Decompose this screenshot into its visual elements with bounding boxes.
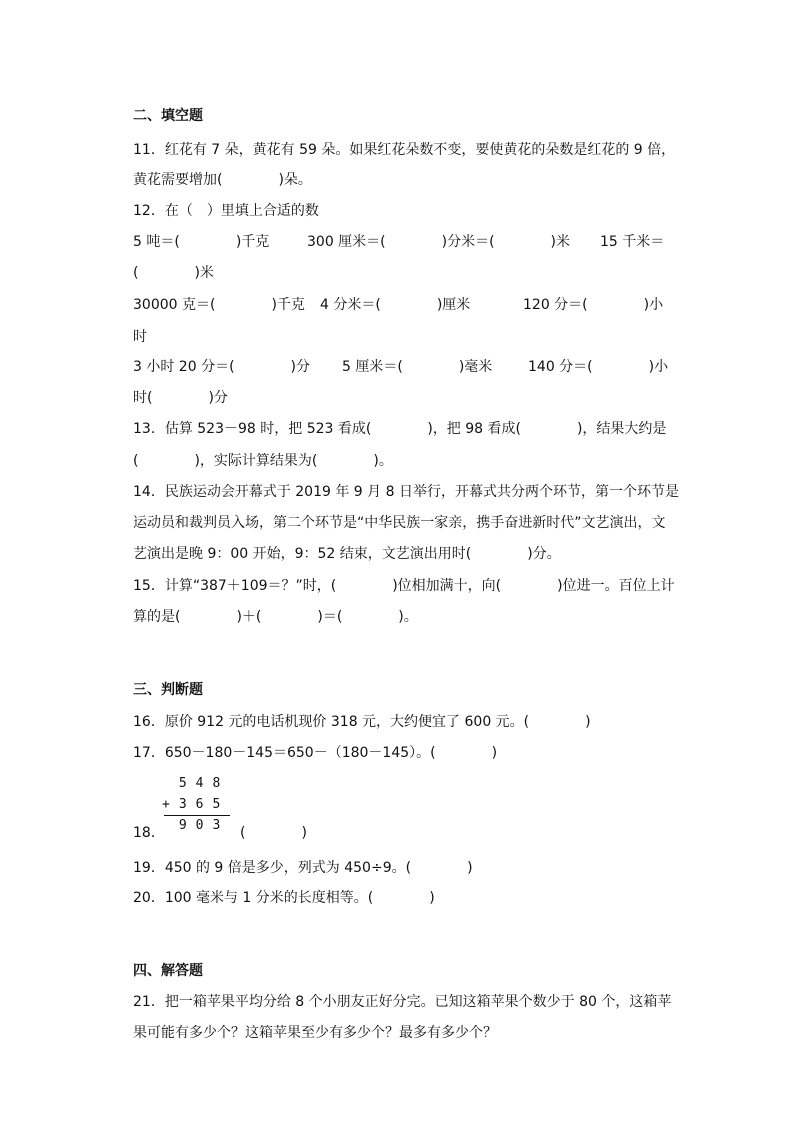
question-12-item-d: 30000 克＝( )千克 [133, 297, 305, 313]
question-12-item-i-cont: 时( )分 [133, 390, 228, 406]
section-heading-solve: 四、解答题 [133, 963, 203, 979]
question-11-line-2: 黄花需要增加( )朵。 [133, 172, 312, 188]
question-17: 17．650－180－145＝650－（180－145）。( ) [133, 745, 498, 761]
section-heading-judge: 三、判断题 [133, 682, 203, 698]
question-21-line-1: 21．把一箱苹果平均分给 8 个小朋友正好分完。已知这箱苹果个数少于 80 个，这箱苹 [133, 994, 672, 1010]
question-13-line-2: ( )，实际计算结果为( )。 [133, 453, 393, 469]
question-16: 16．原价 912 元的电话机现价 318 元，大约便宜了 600 元。( ) [133, 714, 591, 730]
question-11-line-1: 11．红花有 7 朵，黄花有 59 朵。如果红花朵数不变，要使黄花的朵数是红花的 9 倍， [133, 142, 676, 158]
question-13-line-1: 13．估算 523－98 时，把 523 看成( )，把 98 看成( )，结果大约是 [133, 421, 667, 437]
section-heading-fill: 二、填空题 [133, 108, 203, 124]
question-12-item-b: 300 厘米＝( )分米＝( )米 [307, 234, 571, 250]
addition-underline [164, 815, 230, 816]
question-12-item-i: 140 分＝( )小 [528, 359, 669, 375]
question-12-item-c-cont: ( )米 [133, 265, 214, 281]
question-14-line-2: 运动员和裁判员入场，第二个环节是“中华民族一家亲，携手奋进新时代”文艺演出，文 [133, 515, 666, 531]
question-12-item-f-cont: 时 [133, 329, 147, 345]
question-12-item-a: 5 吨＝( )千克 [133, 234, 270, 250]
question-12-item-g: 3 小时 20 分＝( )分 [133, 359, 310, 375]
question-12-item-c: 15 千米＝ [600, 234, 665, 250]
question-19: 19．450 的 9 倍是多少，列式为 450÷9。( ) [133, 860, 473, 876]
addition-row-2: +365 [162, 797, 230, 812]
question-14-line-3: 艺演出是晚 9：00 开始，9：52 结束，文艺演出用时( )分。 [133, 546, 561, 562]
question-12-item-f: 120 分＝( )小 [523, 297, 664, 313]
question-15-line-1: 15．计算“387＋109＝？”时，( )位相加满十，向( )位进一。百位上计 [133, 578, 675, 594]
question-18-answer-paren: ( ) [240, 825, 307, 841]
question-12-item-h: 5 厘米＝( )毫米 [342, 359, 493, 375]
question-12-title: 12．在（ ）里填上合适的数 [133, 203, 319, 219]
question-12-item-e: 4 分米＝( )厘米 [320, 297, 471, 313]
question-14-line-1: 14．民族运动会开幕式于 2019 年 9 月 8 日举行，开幕式共分两个环节，第一个环节是 [133, 484, 679, 500]
question-20: 20．100 毫米与 1 分米的长度相等。( ) [133, 890, 435, 906]
question-15-line-2: 算的是( )＋( )＝( )。 [133, 609, 418, 625]
addition-row-1: 548 [162, 776, 230, 791]
question-21-line-2: 果可能有多少个？这箱苹果至少有多少个？最多有多少个？ [133, 1025, 497, 1041]
addition-result: 903 [162, 818, 230, 833]
question-18-number: 18． [133, 825, 165, 841]
